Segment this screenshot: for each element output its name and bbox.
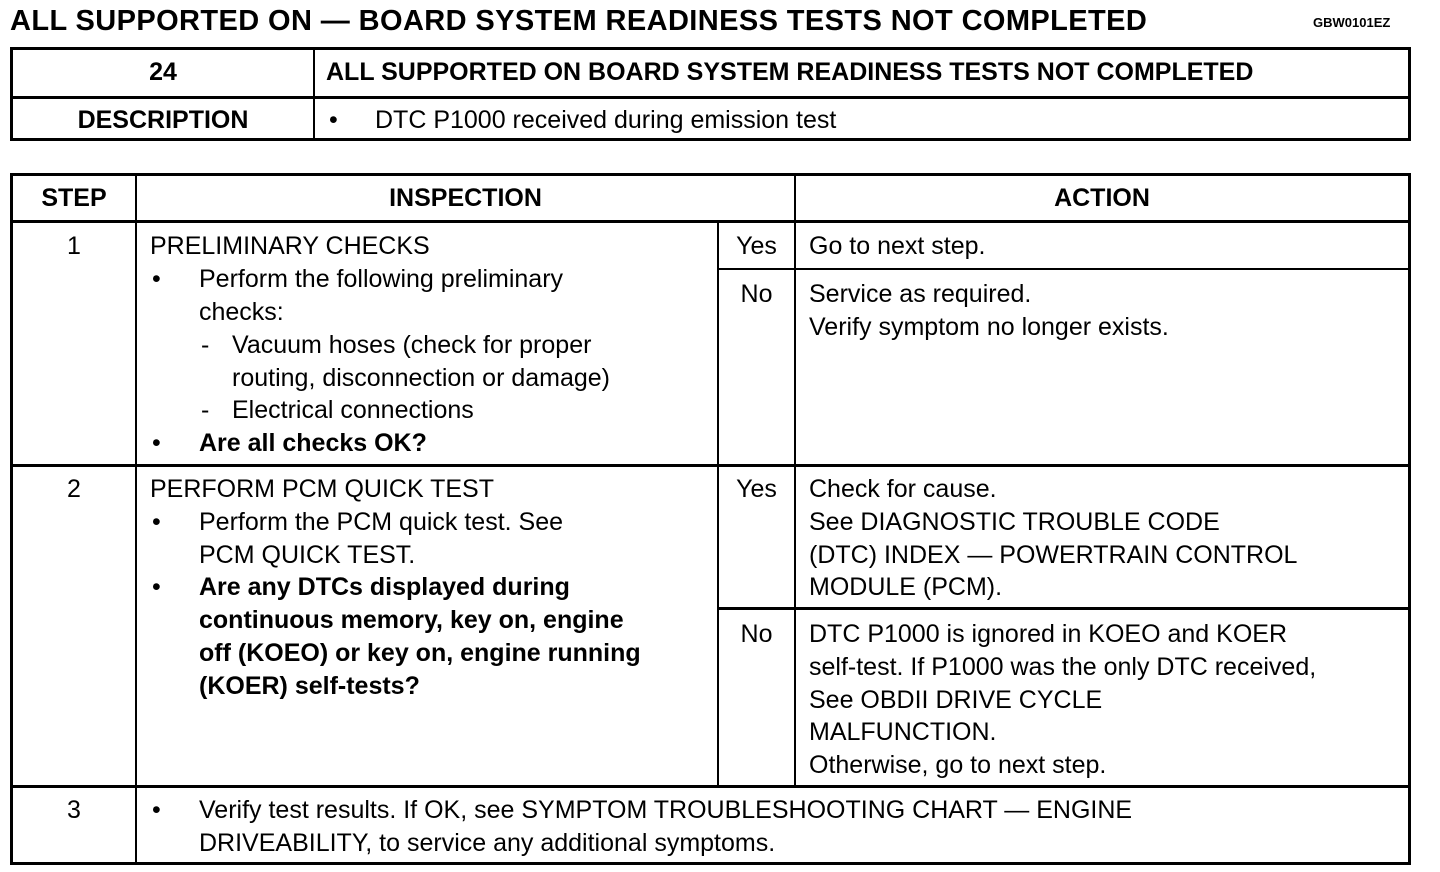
inspection-text: checks: [199, 298, 284, 326]
diagnostic-table [10, 173, 1411, 865]
action-text: Verify symptom no longer exists. [809, 313, 1169, 341]
action-text: Otherwise, go to next step. [809, 751, 1107, 779]
column-divider [794, 176, 796, 785]
dash: - [201, 396, 210, 424]
inspection-question: continuous memory, key on, engine [199, 606, 624, 634]
test-number: 24 [149, 58, 177, 86]
bullet: • [152, 265, 161, 293]
inspection-text: Perform the following preliminary [199, 265, 564, 293]
bullet: • [152, 796, 161, 824]
action-text: DTC P1000 is ignored in KOEO and KOER [809, 620, 1288, 648]
inspection-text: Perform the PCM quick test. See [199, 508, 564, 536]
divider [13, 96, 1408, 99]
description-label: DESCRIPTION [77, 106, 249, 134]
step-title: PERFORM PCM QUICK TEST [150, 475, 495, 503]
step-title: PRELIMINARY CHECKS [150, 232, 430, 260]
step-text: Verify test results. If OK, see SYMPTOM TROUBLESHOOTING CHART — ENGINE [199, 796, 1133, 824]
step-number: 3 [67, 796, 81, 824]
dash: - [201, 331, 210, 359]
action-text: MALFUNCTION. [809, 718, 997, 746]
step-number: 1 [67, 232, 81, 260]
step-text: DRIVEABILITY, to service any additional symptoms. [199, 829, 776, 857]
no-label: No [740, 620, 773, 648]
column-divider [135, 176, 137, 862]
sub-item: Electrical connections [232, 396, 474, 424]
column-header-step: STEP [41, 184, 107, 212]
test-title: ALL SUPPORTED ON BOARD SYSTEM READINESS TESTS NOT COMPLETED [326, 58, 1254, 86]
action-text: Service as required. [809, 280, 1032, 308]
action-text: (DTC) INDEX — POWERTRAIN CONTROL [809, 541, 1298, 569]
action-text: MODULE (PCM). [809, 573, 1003, 601]
row-divider [13, 464, 1408, 467]
sub-item: Vacuum hoses (check for proper [232, 331, 592, 359]
column-header-action: ACTION [1054, 184, 1150, 212]
action-text: Check for cause. [809, 475, 997, 503]
divider [313, 50, 315, 138]
bullet: • [152, 573, 161, 601]
inspection-question: off (KOEO) or key on, engine running [199, 639, 641, 667]
divider [719, 268, 1408, 270]
column-header-inspection: INSPECTION [389, 184, 542, 212]
step-number: 2 [67, 475, 81, 503]
action-text: Go to next step. [809, 232, 986, 260]
description-text: DTC P1000 received during emission test [375, 106, 837, 134]
inspection-question: (KOER) self-tests? [199, 672, 420, 700]
yes-label: Yes [736, 475, 777, 503]
divider [719, 607, 1408, 610]
row-divider [13, 785, 1408, 788]
header-divider [13, 220, 1408, 223]
yes-label: Yes [736, 232, 777, 260]
document-code: GBW0101EZ [1313, 15, 1391, 30]
test-header-box [10, 47, 1411, 141]
action-text: See OBDII DRIVE CYCLE [809, 686, 1103, 714]
inspection-question: Are any DTCs displayed during [199, 573, 570, 601]
bullet: • [152, 508, 161, 536]
bullet: • [152, 429, 161, 457]
no-label: No [740, 280, 773, 308]
inspection-text: PCM QUICK TEST. [199, 541, 416, 569]
action-text: See DIAGNOSTIC TROUBLE CODE [809, 508, 1220, 536]
inspection-question: Are all checks OK? [199, 429, 427, 457]
action-text: self-test. If P1000 was the only DTC received, [809, 653, 1317, 681]
page-title: ALL SUPPORTED ON — BOARD SYSTEM READINESS TESTS NOT COMPLETED [10, 5, 1148, 37]
sub-item: routing, disconnection or damage) [232, 364, 611, 392]
bullet: • [329, 106, 338, 134]
